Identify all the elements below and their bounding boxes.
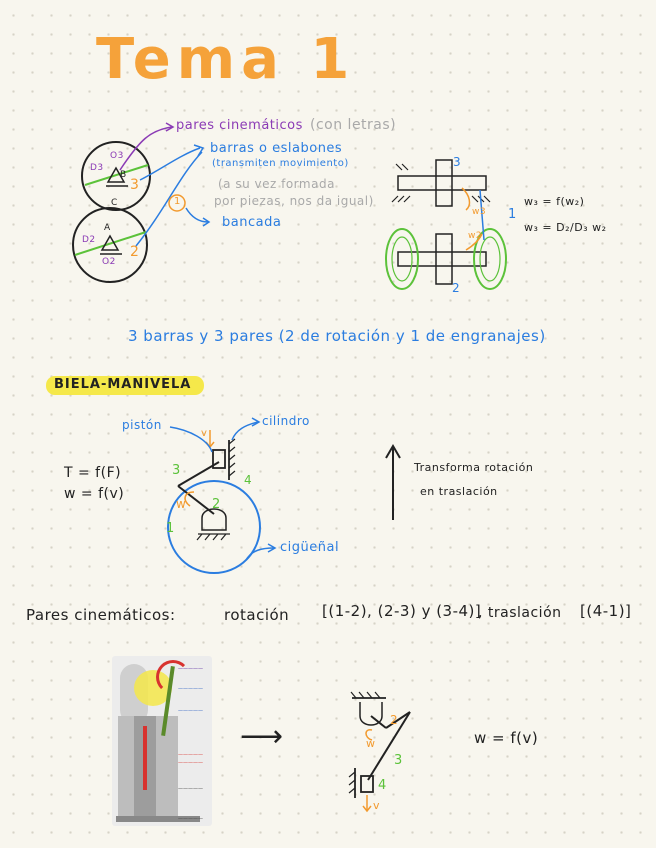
- bottom-label-2: 2: [390, 713, 399, 727]
- label-link-2: 2: [212, 497, 221, 512]
- bottom-label-v: v: [373, 799, 381, 812]
- label-gear-2: 2: [130, 244, 140, 260]
- label-bancada-1: 1: [174, 196, 181, 207]
- label-w2: w2: [468, 231, 483, 241]
- label-o2: O2: [102, 257, 116, 267]
- label-en-traslacion: en traslación: [420, 485, 498, 498]
- pares-rot-pairs: [(1-2), (2-3) y (3-4)]: [322, 602, 482, 620]
- crank-support: [202, 509, 226, 530]
- label-transmiten: (transmiten movimiento): [212, 158, 349, 169]
- pares-prefix: Pares cinemáticos:: [26, 606, 176, 624]
- w3-arrow: [462, 188, 469, 210]
- label-gear-3: 3: [130, 177, 140, 193]
- label-ciguenal: cigüeñal: [280, 540, 340, 555]
- label-o3: O3: [110, 151, 124, 161]
- label-link-4: 4: [244, 473, 253, 487]
- label-link-1: 1: [166, 521, 175, 536]
- bottom-piston: [361, 776, 373, 792]
- bottom-crank: [371, 716, 386, 728]
- equation-omega: w = f(v): [64, 486, 125, 502]
- bearing-left: [386, 229, 418, 289]
- label-bancada: bancada: [222, 215, 282, 230]
- label-cilindro: cilindro: [262, 414, 310, 428]
- bottom-label-w: w: [366, 737, 376, 750]
- label-d3: D3: [90, 163, 104, 173]
- label-v: v: [201, 428, 208, 439]
- bottom-label-3: 3: [394, 753, 403, 768]
- shaft-top: [398, 176, 486, 190]
- label-shaft-2: 2: [452, 281, 461, 295]
- section-heading: BIELA-MANIVELA: [54, 377, 192, 392]
- label-a-su-vez: (a su vez formada: [218, 177, 335, 191]
- label-barras: barras o eslabones: [210, 141, 343, 156]
- equation-w3-f: w₃ = f(w₂): [524, 195, 585, 208]
- engine-image: ————— ————— ————— ————— ————— ————— —————: [112, 656, 212, 826]
- pares-rotacion: rotación: [224, 606, 290, 624]
- bottom-label-4: 4: [378, 778, 387, 793]
- arrow-pares: [120, 127, 172, 170]
- label-omega: w: [176, 497, 187, 511]
- label-shaft-3: 3: [453, 155, 462, 169]
- pares-traslacion: , traslación: [478, 605, 562, 621]
- label-a: A: [104, 223, 111, 233]
- summary-line: 3 barras y 3 pares (2 de rotación y 1 de engranajes): [128, 327, 546, 345]
- gear-top: [436, 160, 452, 206]
- gear-bottom: [436, 234, 452, 284]
- bottom-equation: w = f(v): [474, 729, 539, 747]
- page-title: Tema 1: [96, 27, 356, 92]
- label-con-letras: (con letras): [310, 117, 397, 133]
- label-b: B: [120, 170, 127, 180]
- equation-torque: T = f(F): [64, 465, 122, 481]
- label-link-3: 3: [172, 463, 181, 478]
- label-piston: pistón: [122, 418, 162, 432]
- arrow-ciguenal: [246, 548, 274, 560]
- bottom-arrow: ⟶: [240, 719, 284, 754]
- label-pares-cinematicos: pares cinemáticos: [176, 118, 303, 133]
- label-frame-1: 1: [508, 207, 517, 222]
- label-por-piezas: por piezas, nos da igual): [214, 194, 374, 208]
- equation-w3-ratio: w₃ = D₂/D₃ w₂: [524, 221, 607, 234]
- label-d2: D2: [82, 235, 96, 245]
- label-transforma: Transforma rotación: [414, 461, 534, 474]
- pares-tras-pairs: [(4-1)]: [580, 602, 632, 620]
- arrow-barras-1: [140, 148, 200, 180]
- label-w3: w3: [472, 207, 487, 217]
- label-c: C: [111, 198, 118, 208]
